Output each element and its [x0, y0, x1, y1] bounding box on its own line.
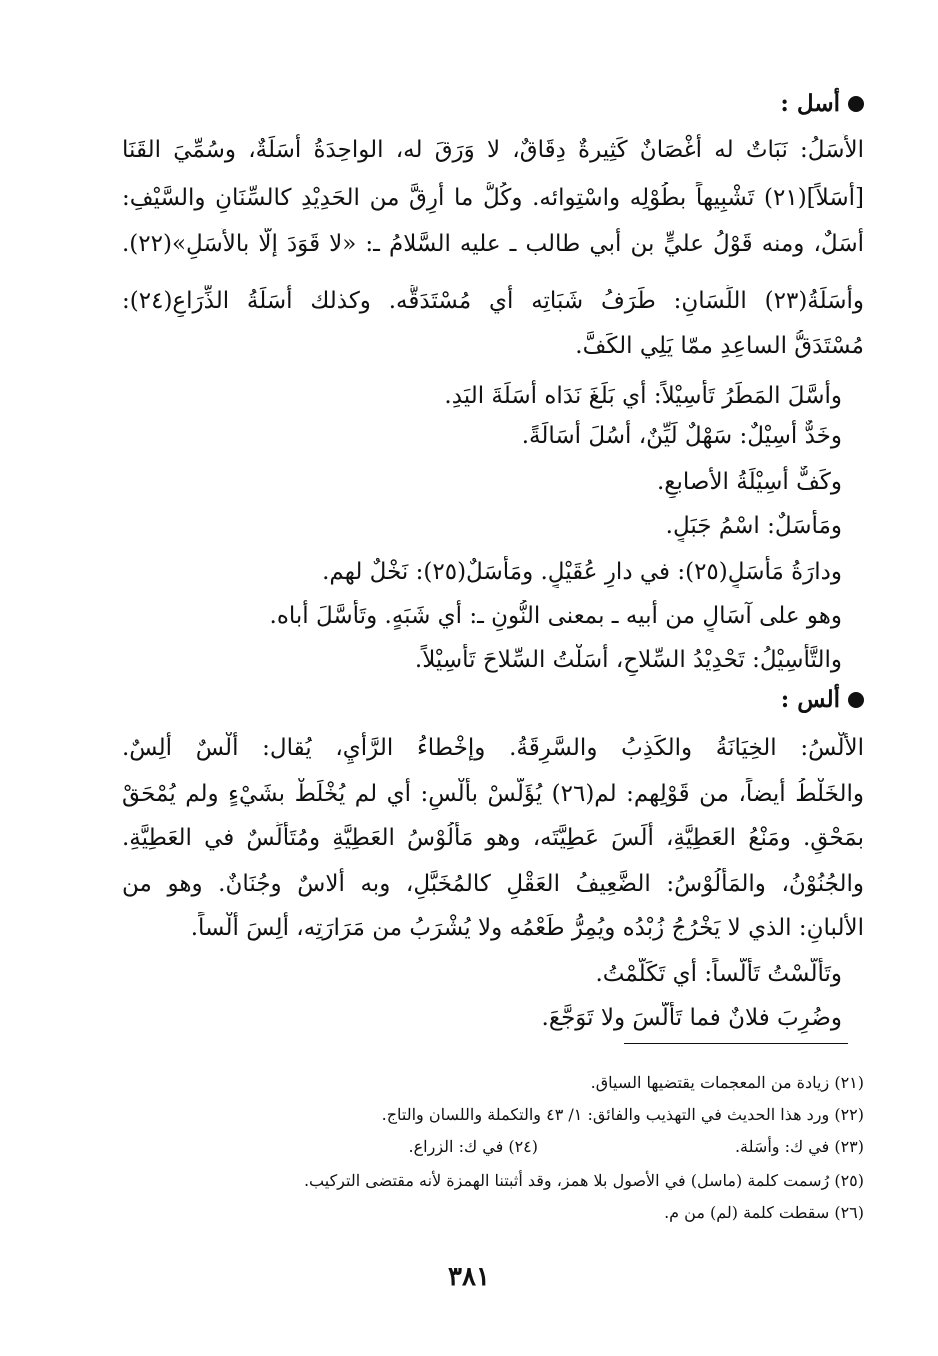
text-line: وهو على آسَالٍ من أبيه ـ بمعنى النُّونِ ـ: أي شَبَهٍ. وتَأَسَّلَ أباه.: [269, 603, 842, 629]
text-line: وتَأَلَّسْتُ تَأَلُّساً: أي تَكَلَّمْتُ.: [595, 961, 842, 987]
bullet-icon: [848, 96, 864, 112]
text-line: ودارَةُ مَأْسَلٍ(٢٥): في دارِ عُقَيْلٍ. ومَأْسَلٌ(٢٥): نَخْلٌ لهم.: [322, 559, 842, 585]
text-line: وخَدٌّ أَسِيْلٌ: سَهْلٌ لَيِّنٌ، أَسُلَ أَسَالَةً.: [521, 423, 842, 449]
text-line: وكَفٌّ أَسِيْلَةُ الأصابعِ.: [656, 469, 842, 495]
footnote: (٢٥) رُسمت كلمة (ماسل) في الأصول بلا همز، وقد أثبتنا الهمزة لأنه مقتضى التركيب.: [303, 1171, 864, 1190]
footnote: (٢٢) ورد هذا الحديث في التهذيب والفائق: ١/ ٤٣ والتكملة واللسان والتاج.: [381, 1105, 864, 1124]
text-line: والتَّأْسِيْلُ: تَحْدِيْدُ السِّلاحِ، أَسَلْتُ السِّلاحَ تَأْسِيْلاً.: [414, 647, 842, 673]
text-line: وأَسَلَةُ(٢٣) اللِّسَانِ: طَرَفُ شَبَاتِه أي مُسْتَدَقُّه. وكذلك أَسَلَةُ الذِّرَاعِ(٢٤):: [122, 288, 864, 314]
text-line: الأَلْسُ: الخِيَانَةُ والكَذِبُ والسَّرِقَةُ. وإخْطاءُ الرَّأْيِ، يُقال: أَلْسٌ أَلِسٌ.: [122, 735, 864, 761]
text-line: [أسَلاً](٢١) تَشْبِيهاً بطُوْلِه واسْتِوائه. وكُلُّ ما أُرِقَّ من الحَدِيْدِ كالسِّنَانِ والسَّيْفِ:: [122, 185, 864, 211]
footnote-separator: [624, 1043, 848, 1044]
text-line: والخَلْطُ أيضاً، من قَوْلِهم: لم(٢٦) يُؤَلَّسْ بأَلْسٍ: أي لم يُخْلَطْ بشَيْءٍ ولم يُمْحَقْ: [122, 781, 864, 807]
text-line: ومَأْسَلٌ: اسْمُ جَبَلٍ.: [665, 513, 842, 539]
text-line: الأَسَلُ: نَبَاتٌ له أغْصَانٌ كَثِيرةٌ دِقَاقٌ، لا وَرَقَ له، الواحِدَةُ أَسَلَةٌ، وسُمِّيَ القَنَا: [122, 137, 864, 163]
footnote: (٢١) زيادة من المعجمات يقتضيها السياق.: [590, 1073, 864, 1092]
entry-heading-asl: أسل :: [780, 88, 864, 120]
text-line: بمَحْقٍ. ومَنْعُ العَطِيَّةِ، أَلَسَ عَطِيَّتَه، وهو مَأْلُوْسُ العَطِيَّةِ ومُتَأَلِّسٌ في العَطِيَّةِ.: [122, 825, 864, 851]
text-line: الألبانِ: الذي لا يَخْرُجُ زُبْدُه ويُمِرُّ طَعْمُه ولا يُشْرَبُ من مَرَارَتِه، أَلِسَ أَلْساً.: [190, 915, 864, 941]
footnote: (٢٣) في ك: وأسَلة.: [734, 1137, 864, 1156]
page-number: ٣٨١: [448, 1262, 490, 1292]
text-line: وضُرِبَ فلانٌ فما تَأَلَّسَ ولا تَوَجَّعَ.: [541, 1005, 842, 1031]
entry-heading-als: ألس :: [781, 684, 864, 716]
footnote: (٢٤) في ك: الزراع.: [408, 1137, 538, 1156]
text-line: أَسَلٌ، ومنه قَوْلُ عليٍّ بن أبي طالب ـ عليه السَّلامُ ـ: «لا قَوَدَ إلّا بالأَسَلِ»(٢٢).: [122, 231, 864, 257]
text-line: والجُنُوْنُ، والمَأْلُوْسُ: الضَّعِيفُ العَقْلِ كالمُخَبَّلِ، وبه أَلاسٌ وجُنَانٌ. وهو من: [122, 871, 864, 897]
text-line: مُسْتَدَقُّ الساعِدِ ممّا يَلِي الكَفَّ.: [575, 333, 864, 359]
bullet-icon: [848, 692, 864, 708]
footnote: (٢٦) سقطت كلمة (لم) من م.: [664, 1203, 864, 1222]
text-line: وأَسَّلَ المَطَرُ تَأْسِيْلاً: أي بَلَغَ نَدَاه أَسَلَةَ اليَدِ.: [444, 383, 842, 409]
